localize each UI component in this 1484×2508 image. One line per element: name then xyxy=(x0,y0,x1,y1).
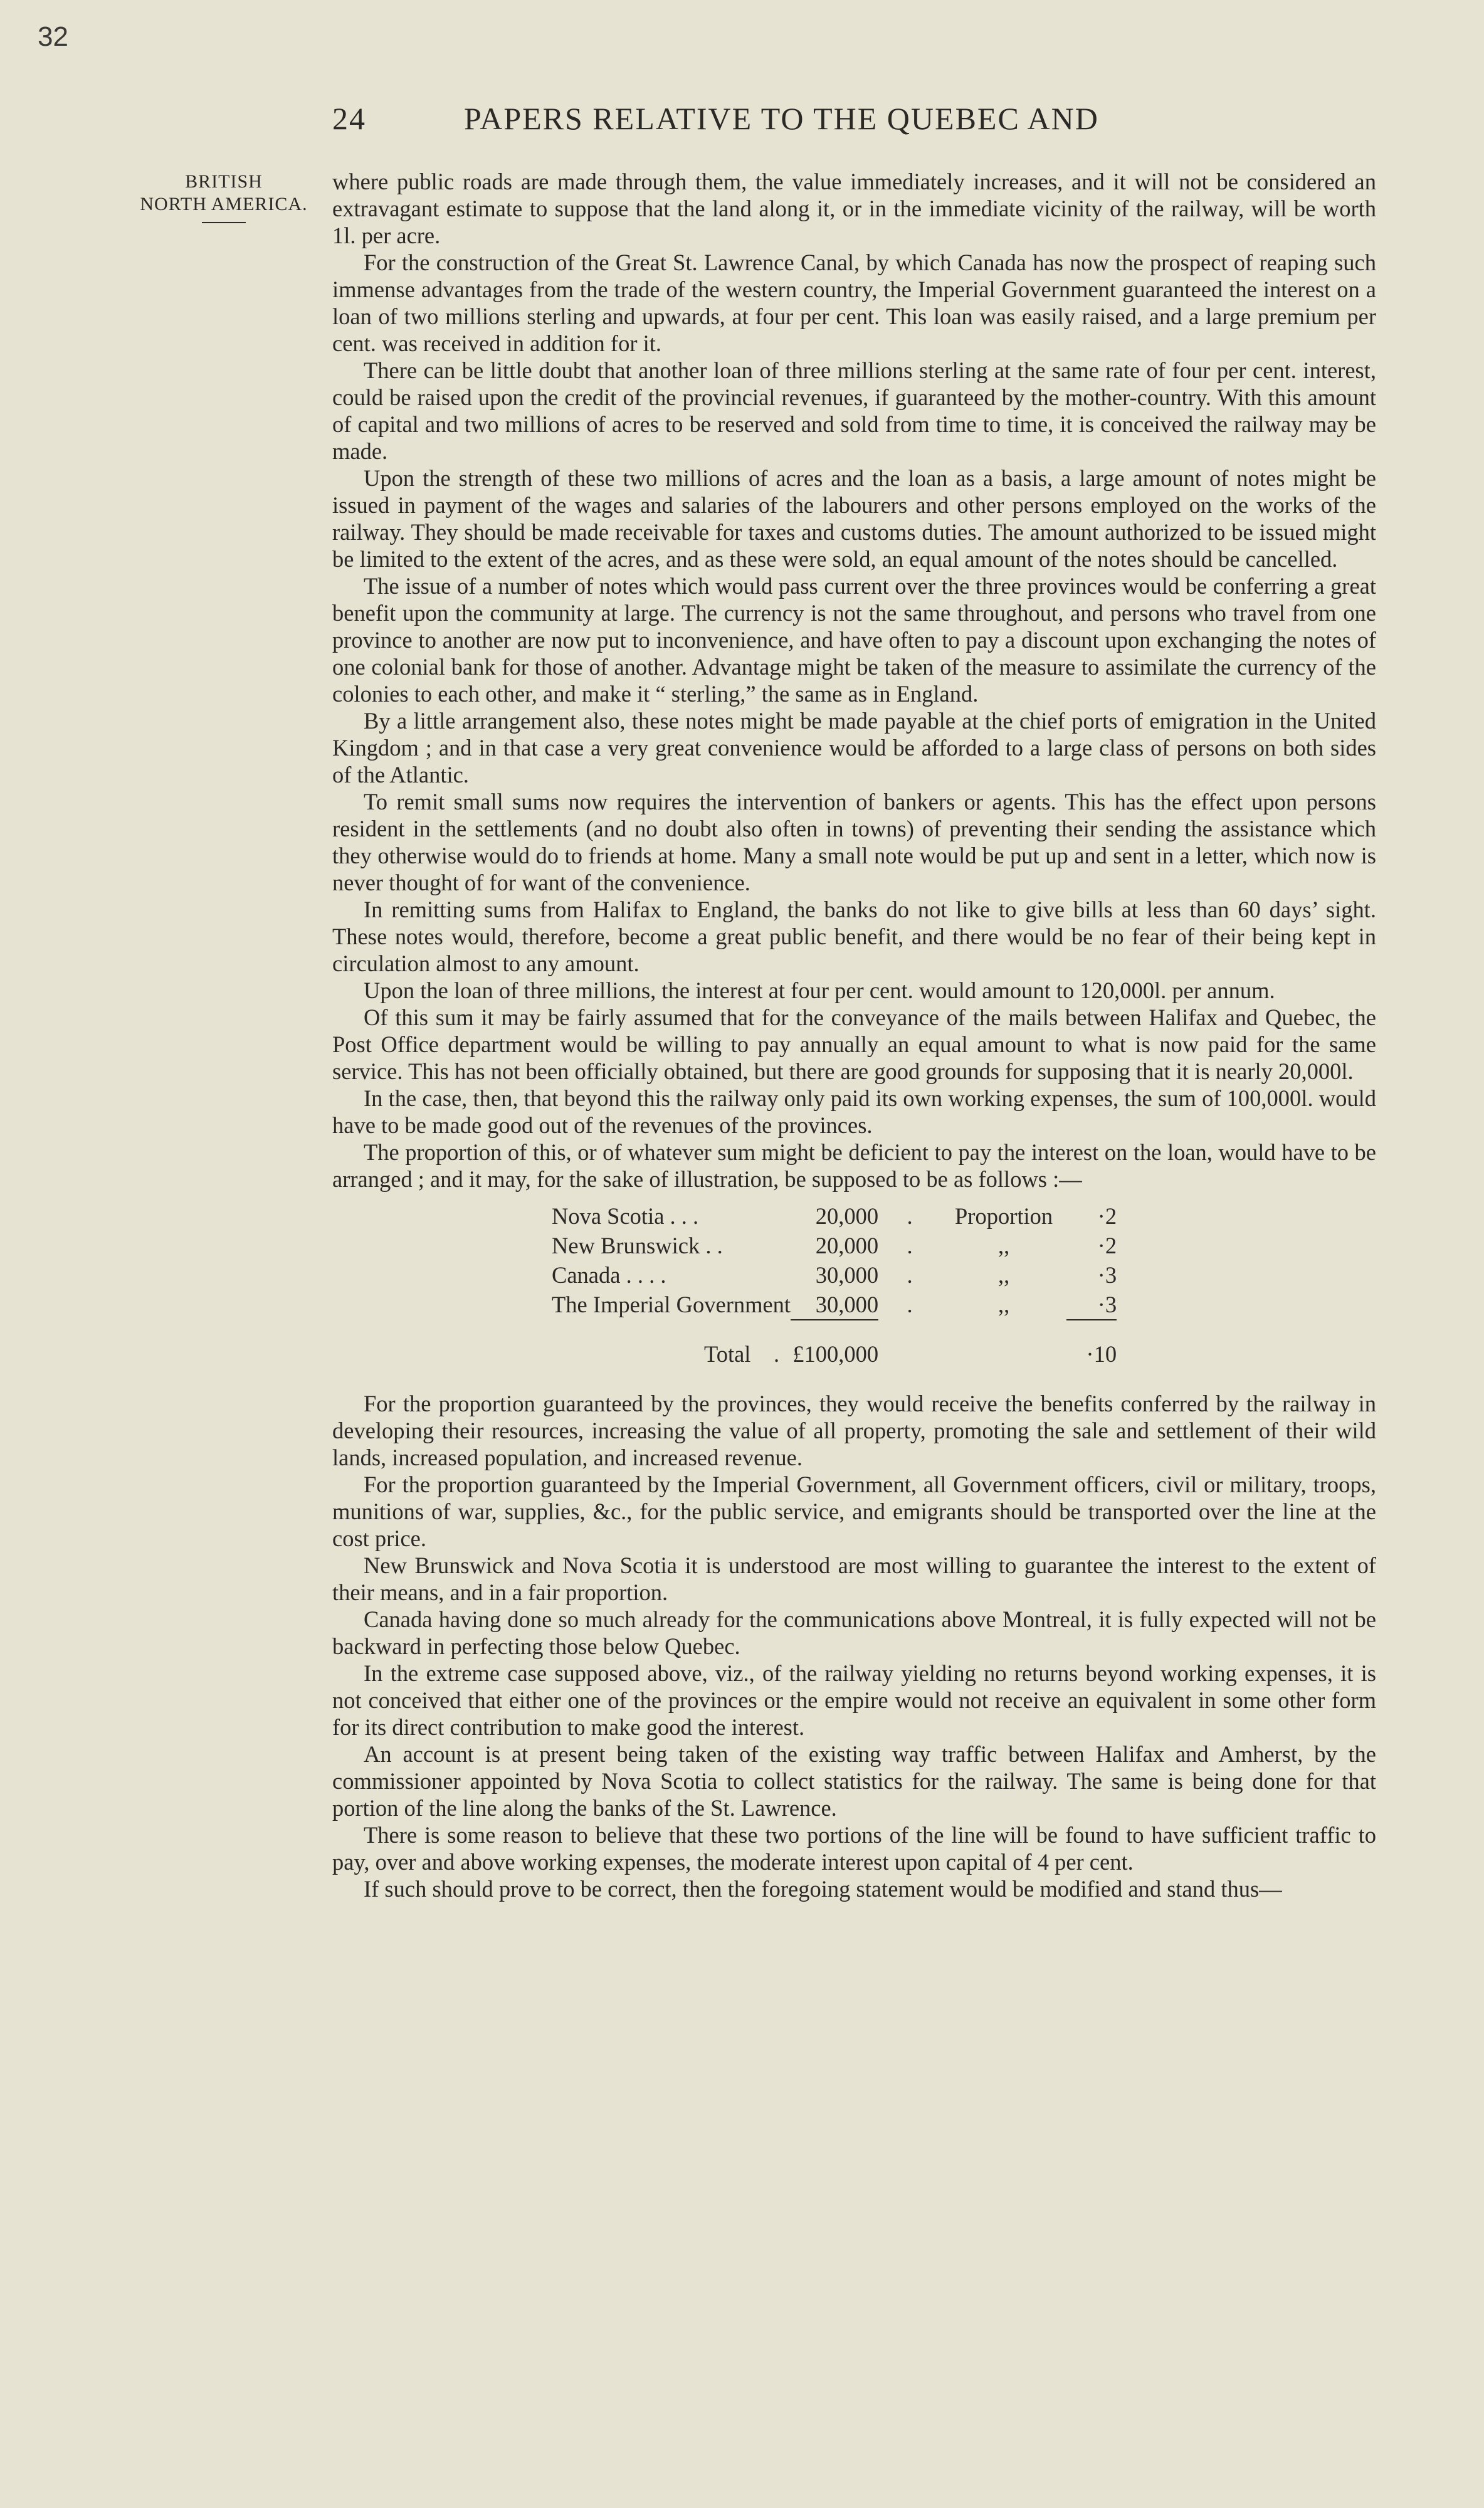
paragraph: The proportion of this, or of whatever sum might be deficient to pay the interest on the loan, would have to be arranged ; and it may, for the sake of illustration, be supposed to be as follows :— xyxy=(332,1139,1376,1192)
amount: 30,000 xyxy=(815,1262,879,1288)
proportion-value: ·3 xyxy=(1097,1292,1117,1317)
amount: 30,000 xyxy=(815,1292,879,1317)
separator: . xyxy=(907,1292,913,1317)
paragraph: For the proportion guaranteed by the Imperial Government, all Government officers, civil or military, troops, munitions of war, supplies, &c., for the public service, and emigrants should be transported over the line at the cost price. xyxy=(332,1472,1376,1551)
proportion-value: ·3 xyxy=(1097,1262,1117,1288)
table-row xyxy=(552,1231,1117,1260)
paragraph: Canada having done so much already for the communications above Montreal, it is fully expected will not be backward in perfecting those below Quebec. xyxy=(332,1606,1376,1659)
table-row xyxy=(552,1290,1117,1319)
body-text xyxy=(332,168,1376,1902)
margin-note-line-2: NORTH AMERICA. xyxy=(140,194,308,214)
paragraph: In the extreme case supposed above, viz., of the railway yielding no returns beyond working expenses, it is not conceived that either one of the provinces or the empire would not receive an equivalent in some other form for its direct contribution to make good the interest. xyxy=(332,1660,1376,1740)
paragraph: Upon the loan of three millions, the interest at four per cent. would amount to 120,000l. per annum. xyxy=(364,977,1275,1003)
total-proportion: ·10 xyxy=(1086,1341,1117,1367)
table-total-row xyxy=(552,1328,1117,1390)
province-name: New Brunswick . . xyxy=(552,1233,723,1258)
scan-page-number: 32 xyxy=(38,21,68,52)
amount: 20,000 xyxy=(815,1203,879,1229)
paragraph: where public roads are made through them, the value immediately increases, and it will not be considered an extravagant estimate to suppose that the land along it, or in the immediate vicinity of the railway, will be worth 1l. per acre. xyxy=(332,169,1376,248)
total-label: Total . xyxy=(703,1341,780,1367)
paragraph: An account is at present being taken of the existing way traffic between Halifax and Amherst, by the commissioner appointed by Nova Scotia to collect statistics for the railway. The same is being done for that portion of the line along the banks of the St. Lawrence. xyxy=(332,1741,1376,1821)
sum-rule xyxy=(1066,1319,1117,1320)
paragraph: For the construction of the Great St. Lawrence Canal, by which Canada has now the prospect of reaping such immense advantages from the trade of the western country, the Imperial Government guaranteed the interest on a loan of two millions sterling and upwards, at four per cent. This loan was easily raised, and a large premium per cent. was received in addition for it. xyxy=(332,250,1376,356)
margin-note-rule xyxy=(202,222,246,223)
margin-note xyxy=(120,171,327,223)
province-name: The Imperial Government xyxy=(552,1292,791,1317)
proportion-label: Proportion xyxy=(955,1203,1053,1229)
province-name: Nova Scotia . . . xyxy=(552,1203,699,1229)
proportion-table xyxy=(552,1201,1117,1390)
paragraph: There can be little doubt that another loan of three millions sterling at the same rate of four per cent. interest, could be raised upon the credit of the provincial revenues, if guaranteed by the mother-country. With this amount of capital and two millions of acres to be reserved and sold from time to time, it is conceived the railway may be made. xyxy=(332,357,1376,464)
total-amount: £100,000 xyxy=(792,1341,879,1367)
separator: . xyxy=(907,1233,913,1258)
proportion-label: ,, xyxy=(997,1292,1010,1317)
separator: . xyxy=(907,1203,913,1229)
separator: . xyxy=(907,1262,913,1288)
table-row xyxy=(552,1201,1117,1231)
paragraph: To remit small sums now requires the intervention of bankers or agents. This has the effect upon persons resident in the settlements (and no doubt also often in towns) of preventing their sending the assistance which they otherwise would do to friends at home. Many a small note would be put up and sent in a letter, which now is never thought of for want of the convenience. xyxy=(332,789,1376,895)
paragraph: For the proportion guaranteed by the provinces, they would receive the benefits conferred by the railway in developing their resources, increasing the value of all property, promoting the sale and settlement of their wild lands, increased population, and increased revenue. xyxy=(332,1391,1376,1470)
paragraph: The issue of a number of notes which would pass current over the three provinces would be conferring a great benefit upon the community at large. The currency is not the same throughout, and persons who travel from one province to another are now put to inconvenience, and have often to pay a discount upon exchanging the notes of one colonial bank for those of another. Advantage might be taken of the measure to assimilate the currency of the colonies to each other, and make it “ sterling,” the same as in England. xyxy=(332,573,1376,707)
proportion-value: ·2 xyxy=(1097,1203,1117,1229)
paragraph: If such should prove to be correct, then the foregoing statement would be modified and stand thus— xyxy=(364,1876,1282,1902)
proportion-value: ·2 xyxy=(1097,1233,1117,1258)
running-header xyxy=(332,100,1373,137)
table-row xyxy=(552,1260,1117,1290)
amount: 20,000 xyxy=(815,1233,879,1258)
page-title: PAPERS RELATIVE TO THE QUEBEC AND xyxy=(464,101,1099,136)
paragraph: Upon the strength of these two millions of acres and the loan as a basis, a large amount of notes might be issued in payment of the wages and salaries of the labourers and other persons employed on the works of the railway. They should be made receivable for taxes and customs duties. The amount authorized to be issued might be limited to the extent of the acres, and as these were sold, an equal amount of the notes should be cancelled. xyxy=(332,465,1376,572)
margin-note-line-1: BRITISH xyxy=(185,171,263,192)
paragraph: By a little arrangement also, these notes might be made payable at the chief ports of emigration in the United Kingdom ; and in that case a very great convenience would be afforded to a large class of persons on both sides of the Atlantic. xyxy=(332,708,1376,788)
proportion-label: ,, xyxy=(997,1262,1010,1288)
paragraph: There is some reason to believe that these two portions of the line will be found to have sufficient traffic to pay, over and above working expenses, the moderate interest upon capital of 4 per cent. xyxy=(332,1822,1376,1875)
paragraph: In remitting sums from Halifax to England, the banks do not like to give bills at less than 60 days’ sight. These notes would, therefore, become a great public benefit, and there would be no fear of their being kept in circulation almost to any amount. xyxy=(332,897,1376,976)
paragraph: In the case, then, that beyond this the railway only paid its own working expenses, the sum of 100,000l. would have to be made good out of the revenues of the provinces. xyxy=(332,1085,1376,1138)
paragraph: Of this sum it may be fairly assumed that for the conveyance of the mails between Halifax and Quebec, the Post Office department would be willing to pay annually an equal amount to what is now paid for the same service. This has not been officially obtained, but there are good grounds for supposing that it is nearly 20,000l. xyxy=(332,1004,1376,1084)
province-name: Canada . . . . xyxy=(552,1262,666,1288)
paragraph: New Brunswick and Nova Scotia it is understood are most willing to guarantee the interest to the extent of their means, and in a fair proportion. xyxy=(332,1552,1376,1605)
proportion-label: ,, xyxy=(997,1233,1010,1258)
page-number: 24 xyxy=(332,101,366,136)
table-rule-row xyxy=(552,1319,1117,1328)
sum-rule xyxy=(791,1319,878,1320)
